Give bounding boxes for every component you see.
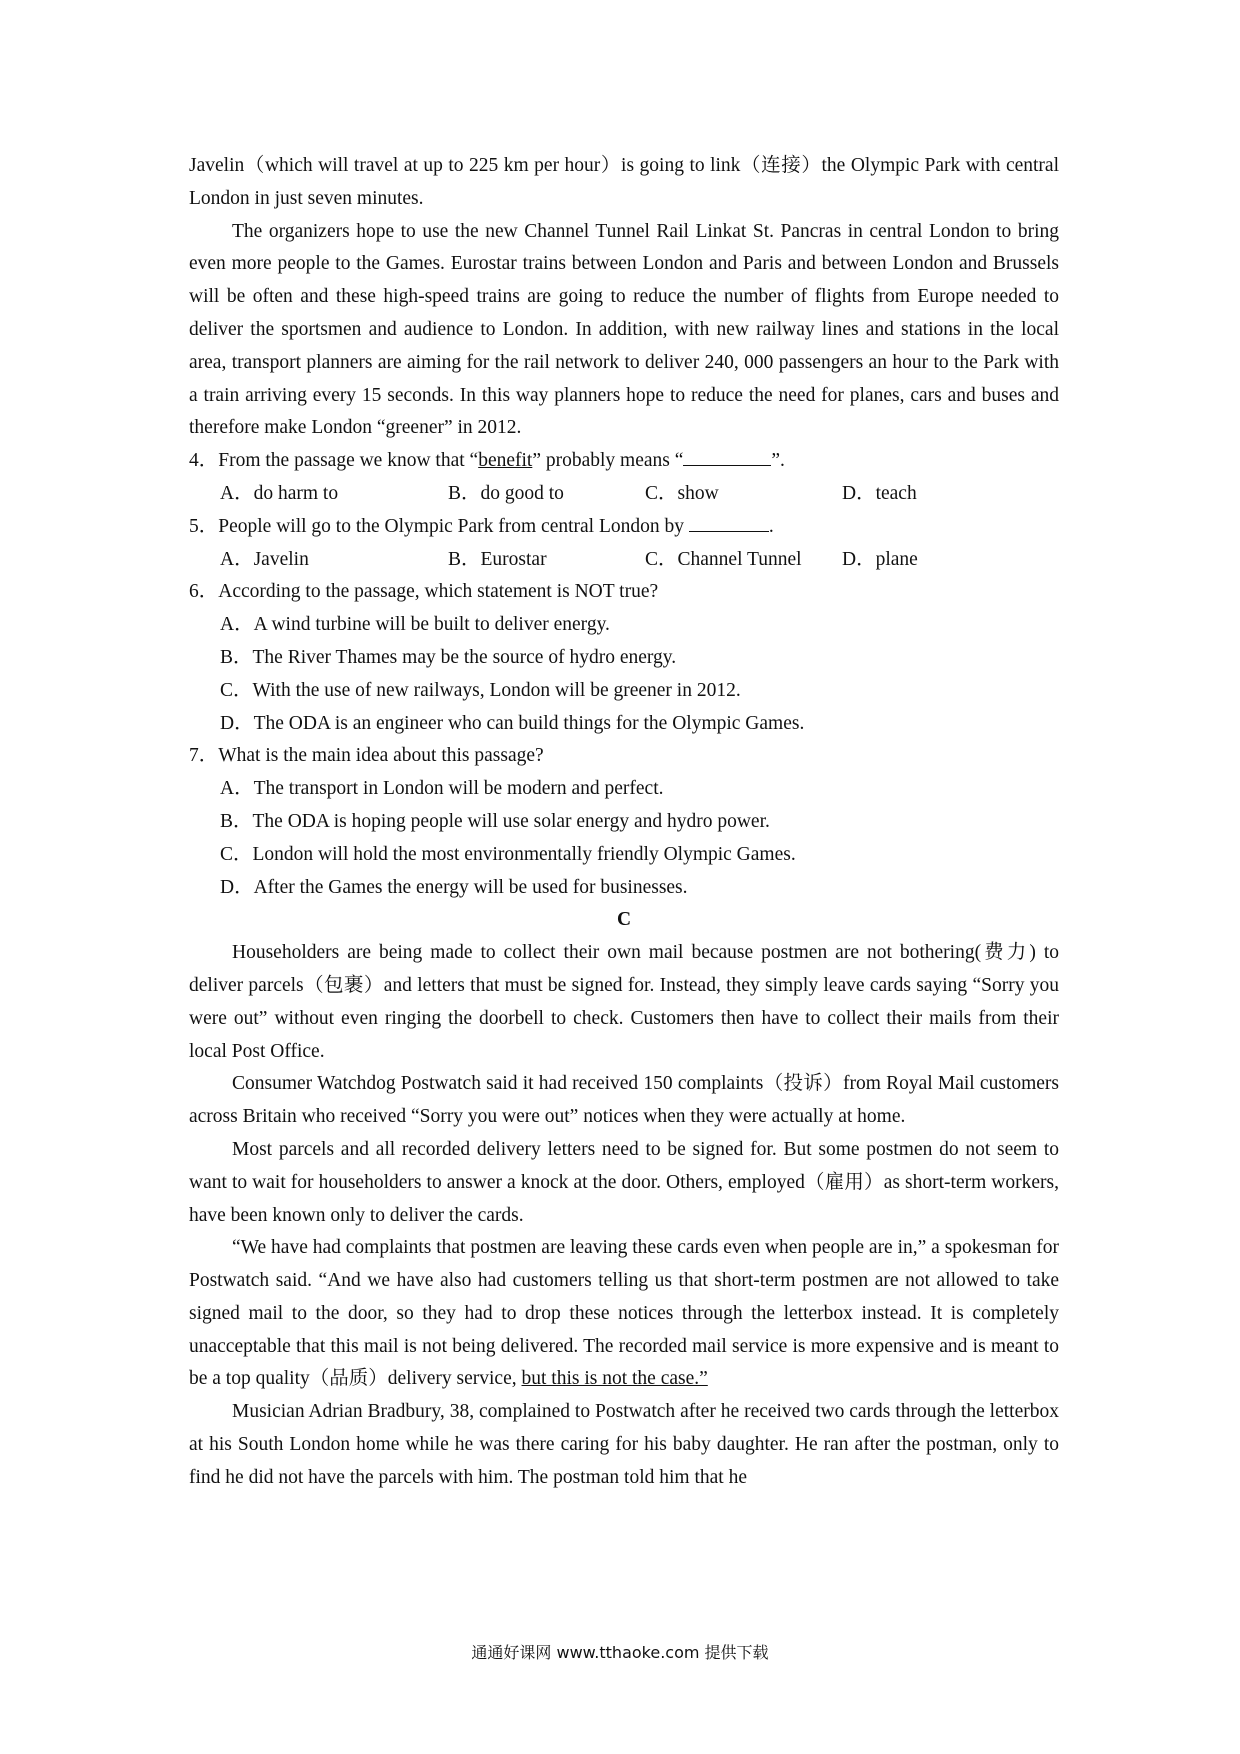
- option-c: C．show: [645, 482, 719, 504]
- answer-blank: [683, 445, 771, 466]
- document-page: [189, 150, 1059, 1495]
- option-a: A．A wind turbine will be built to deliver energy.: [220, 614, 610, 636]
- passage-b-paragraph-1: Javelin（which will travel at up to 225 km per hour）is going to link（连接）the Olympic Park with central London in just seven minutes.: [189, 155, 1059, 209]
- question-4-end: ”.: [771, 450, 785, 472]
- page-footer: 通通好课网 www.tthaoke.com 提供下载: [471, 1643, 769, 1662]
- passage-c-paragraph-4: [189, 1232, 1059, 1396]
- question-5-end: .: [768, 515, 774, 537]
- option-a: A．The transport in London will be modern and perfect.: [220, 778, 664, 800]
- passage-c-paragraph-5: Musician Adrian Bradbury, 38, complained to Postwatch after he received two cards through the letterbox at his South London home while he was there caring for his baby daughter. He ran after the postman, only to find he did not have the parcels with him. The postman told him that he: [189, 1401, 1059, 1488]
- option-b: B．The ODA is hoping people will use solar energy and hydro power.: [220, 810, 770, 832]
- option-b: B．The River Thames may be the source of hydro energy.: [220, 646, 677, 668]
- option-b: B．do good to: [448, 482, 564, 504]
- question-5-text: 5．People will go to the Olympic Park from central London by: [189, 515, 684, 537]
- passage-b-paragraph-2: The organizers hope to use the new Channel Tunnel Rail Linkat St. Pancras in central London to bring even more people to the Games. Eurostar trains between London and Paris and between London and Brussels will be often and these high-speed trains are going to reduce the number of flights from Europe needed to deliver the sportsmen and audience to London. In addition, with new railway lines and stations in the local area, transport planners are aiming for the rail network to deliver 240, 000 passengers an hour to the Park with a train arriving every 15 seconds. In this way planners hope to reduce the need for planes, cars and buses and therefore make London “greener” in 2012.: [189, 220, 1059, 439]
- option-c: C．Channel Tunnel: [645, 548, 802, 570]
- option-d: D．The ODA is an engineer who can build things for the Olympic Games.: [220, 712, 805, 734]
- paragraph-4-text: “We have had complaints that postmen are leaving these cards even when people are in,” a spokesman for Postwatch said. “And we have also had customers telling us that short-term postmen are not allowed to take signed mail to the door, so they had to drop these notices through the letterbox instead. It is completely unacceptable that this mail is not being delivered. The recorded mail service is more expensive and is meant to be a top quality（品质）delivery service,: [189, 1237, 1059, 1390]
- underlined-sentence: but this is not the case.”: [521, 1368, 708, 1390]
- question-7: 7．What is the main idea about this passage?: [189, 745, 544, 767]
- question-4-underlined-word: benefit: [478, 450, 533, 472]
- question-4-options: [220, 478, 1059, 511]
- question-4: [189, 445, 1059, 478]
- option-d: D．plane: [842, 548, 918, 570]
- question-4-suffix: ” probably means “: [532, 450, 684, 472]
- question-5-options: [220, 544, 1059, 577]
- option-b: B．Eurostar: [448, 548, 547, 570]
- section-heading: C: [616, 909, 632, 931]
- option-a: A．Javelin: [220, 548, 309, 570]
- option-d: D．After the Games the energy will be used for businesses.: [220, 876, 688, 898]
- question-6: 6．According to the passage, which statement is NOT true?: [189, 581, 659, 603]
- passage-c-paragraph-2: Consumer Watchdog Postwatch said it had received 150 complaints（投诉）from Royal Mail customers across Britain who received “Sorry you were out” notices when they were actually at home.: [189, 1073, 1059, 1128]
- option-a: A．do harm to: [220, 482, 339, 504]
- option-c: C．With the use of new railways, London will be greener in 2012.: [220, 679, 741, 701]
- answer-blank: [689, 511, 769, 532]
- passage-c-paragraph-3: Most parcels and all recorded delivery letters need to be signed for. But some postmen do not seem to want to wait for householders to answer a knock at the door. Others, employed（雇用）as short-term workers, have been known only to deliver the cards.: [189, 1138, 1059, 1226]
- option-c: C．London will hold the most environmentally friendly Olympic Games.: [220, 843, 796, 865]
- question-5: [189, 511, 1059, 544]
- question-4-prefix: 4．From the passage we know that “: [189, 450, 479, 472]
- option-d: D．teach: [842, 482, 917, 504]
- passage-c-paragraph-1: Householders are being made to collect their own mail because postmen are not bothering(费力) to deliver parcels（包裹）and letters that must be signed for. Instead, they simply leave cards saying “Sorry you were out” without even ringing the doorbell to check. Customers then have to collect their mails from their local Post Office.: [189, 942, 1059, 1062]
